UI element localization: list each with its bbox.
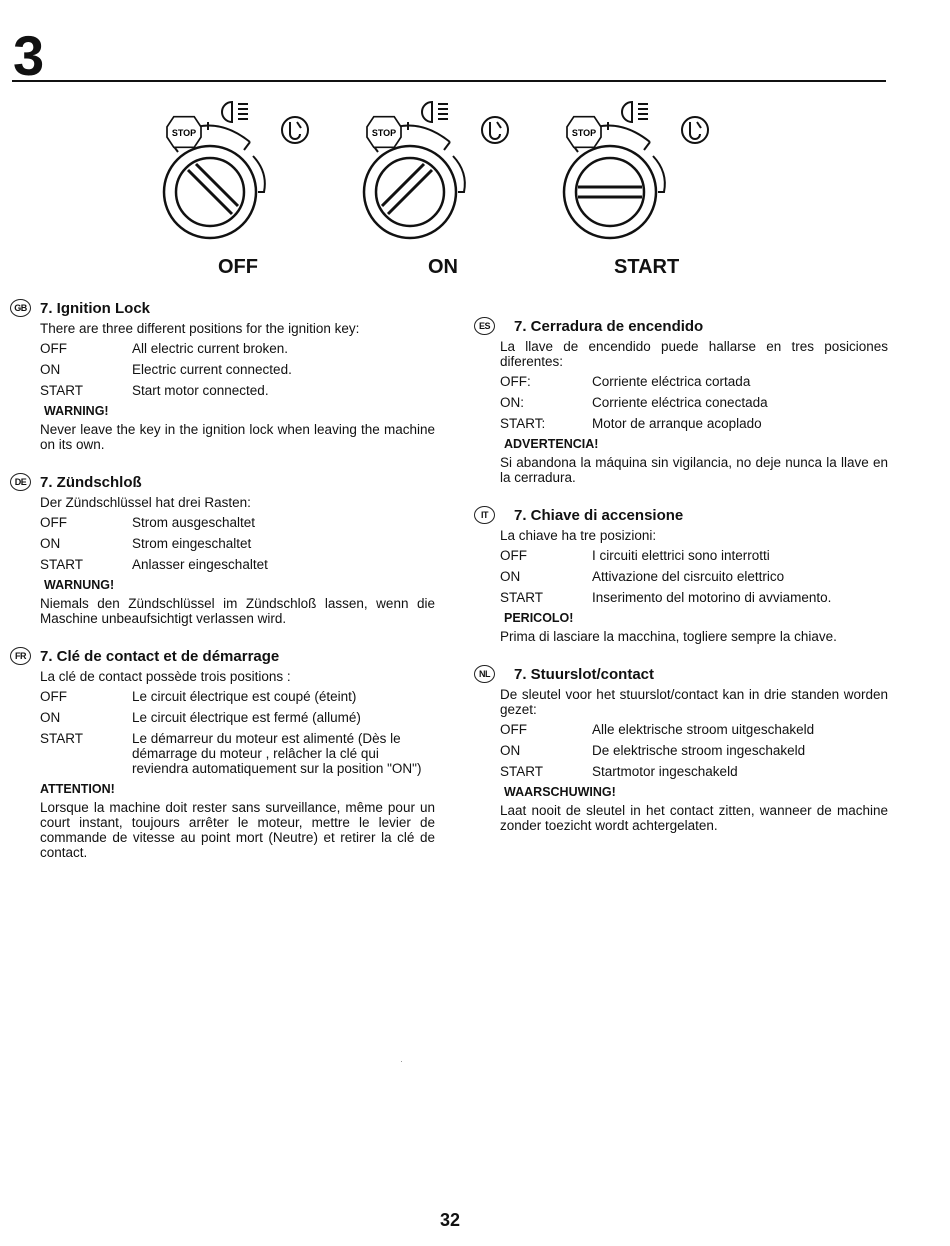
section-es	[478, 318, 888, 485]
warning-title: ATTENTION!	[40, 782, 115, 796]
position-label-off: OFF	[218, 256, 258, 278]
position-row: ON Electric current connected.	[40, 362, 292, 377]
position-row: ON Attivazione del cisrcuito elettrico	[500, 569, 785, 584]
warning-title: ADVERTENCIA!	[504, 437, 599, 451]
warning-title: PERICOLO!	[504, 611, 574, 625]
position-row: START Inserimento del motorino di avviamento.	[500, 590, 832, 605]
section-intro: Der Zündschlüssel hat drei Rasten:	[40, 495, 251, 510]
warning-text: Niemals den Zündschlüssel im Zündschloß lassen, wenn die Maschine unbeaufsichtigt verlassen wird.	[40, 596, 435, 626]
position-label-on: ON	[428, 256, 458, 278]
position-label-start: START	[614, 256, 680, 278]
section-nl	[479, 666, 888, 833]
warning-text: Never leave the key in the ignition lock when leaving the machine on its own.	[40, 422, 435, 452]
position-row: OFF I circuiti elettrici sono interrotti	[500, 548, 770, 563]
position-row: OFF: Corriente eléctrica cortada	[500, 374, 751, 389]
flag-de-icon: DE	[10, 473, 31, 491]
position-row: START Le démarreur du moteur est alimenté (Dès le démarrage du moteur , relâcher la clé qui reviendra automatiquement sur la position "ON")	[40, 731, 422, 776]
section-fr	[15, 648, 435, 860]
section-de	[14, 474, 435, 626]
headlight-icon	[622, 102, 648, 122]
section-title: IT 7. Chiave di accensione	[500, 507, 888, 525]
section-intro: There are three different positions for the ignition key:	[40, 321, 360, 336]
position-row: START Startmotor ingeschakeld	[500, 764, 738, 779]
headlight-icon	[222, 102, 248, 122]
right-column	[478, 318, 888, 855]
chapter-number: 3	[13, 24, 43, 87]
engine-start-icon	[282, 117, 308, 143]
section-title: NL 7. Stuurslot/contact	[500, 666, 888, 684]
ignition-key-diagram	[150, 92, 750, 252]
stop-label: STOP	[171, 128, 197, 138]
flag-fr-icon: FR	[10, 647, 31, 665]
flag-gb-icon: GB	[10, 299, 31, 317]
warning-text: Lorsque la machine doit rester sans surveillance, même pour un court instant, toujours arrêter le moteur, mettre le levier de commande de vitesse au point mort (Neutre) et retirer la clé de contact.	[40, 800, 435, 860]
position-row: OFF Le circuit électrique est coupé (éteint)	[40, 689, 357, 704]
section-title: FR 7. Clé de contact et de démarrage	[40, 648, 435, 666]
engine-start-icon	[482, 117, 508, 143]
section-intro: La chiave ha tre posizioni:	[500, 528, 657, 543]
section-title: ES 7. Cerradura de encendido	[500, 318, 888, 336]
section-it	[481, 507, 888, 644]
section-gb	[14, 300, 435, 452]
position-row: OFF All electric current broken.	[40, 341, 289, 356]
left-column	[14, 300, 435, 882]
engine-start-icon	[682, 117, 708, 143]
warning-text: Laat nooit de sleutel in het contact zitten, wanneer de machine zonder toezicht wordt achtergelaten.	[500, 803, 888, 833]
section-intro: De sleutel voor het stuurslot/contact kan in drie standen worden gezet:	[500, 687, 888, 717]
position-row: START Start motor connected.	[40, 383, 269, 398]
warning-title: WARNUNG!	[44, 578, 115, 592]
warning-text: Si abandona la máquina sin vigilancia, no deje nunca la llave en la cerradura.	[500, 455, 888, 485]
flag-it-icon: IT	[474, 506, 495, 524]
header-rule	[12, 80, 886, 82]
page-number: 32	[439, 1210, 461, 1230]
position-row: OFF Alle elektrische stroom uitgeschakeld	[500, 722, 815, 737]
position-row: ON De elektrische stroom ingeschakeld	[500, 743, 806, 758]
position-row: ON Le circuit électrique est fermé (allumé)	[40, 710, 361, 725]
position-row: START Anlasser eingeschaltet	[40, 557, 268, 572]
headlight-icon	[422, 102, 448, 122]
warning-title: WARNING!	[44, 404, 109, 418]
position-row: OFF Strom ausgeschaltet	[40, 515, 256, 530]
section-title: GB 7. Ignition Lock	[40, 300, 435, 318]
stop-label: STOP	[371, 128, 397, 138]
position-row: START: Motor de arranque acoplado	[500, 416, 762, 431]
flag-nl-icon: NL	[474, 665, 495, 683]
section-title: DE 7. Zündschloß	[40, 474, 435, 492]
warning-text: Prima di lasciare la macchina, togliere sempre la chiave.	[500, 629, 837, 644]
position-row: ON Strom eingeschaltet	[40, 536, 252, 551]
scan-speck	[401, 1061, 402, 1062]
position-row: ON: Corriente eléctrica conectada	[500, 395, 768, 410]
stop-label: STOP	[571, 128, 597, 138]
warning-title: WAARSCHUWING!	[504, 785, 616, 799]
section-intro: La llave de encendido puede hallarse en tres posiciones diferentes:	[500, 339, 888, 369]
section-intro: La clé de contact possède trois positions :	[40, 669, 291, 684]
flag-es-icon: ES	[474, 317, 495, 335]
